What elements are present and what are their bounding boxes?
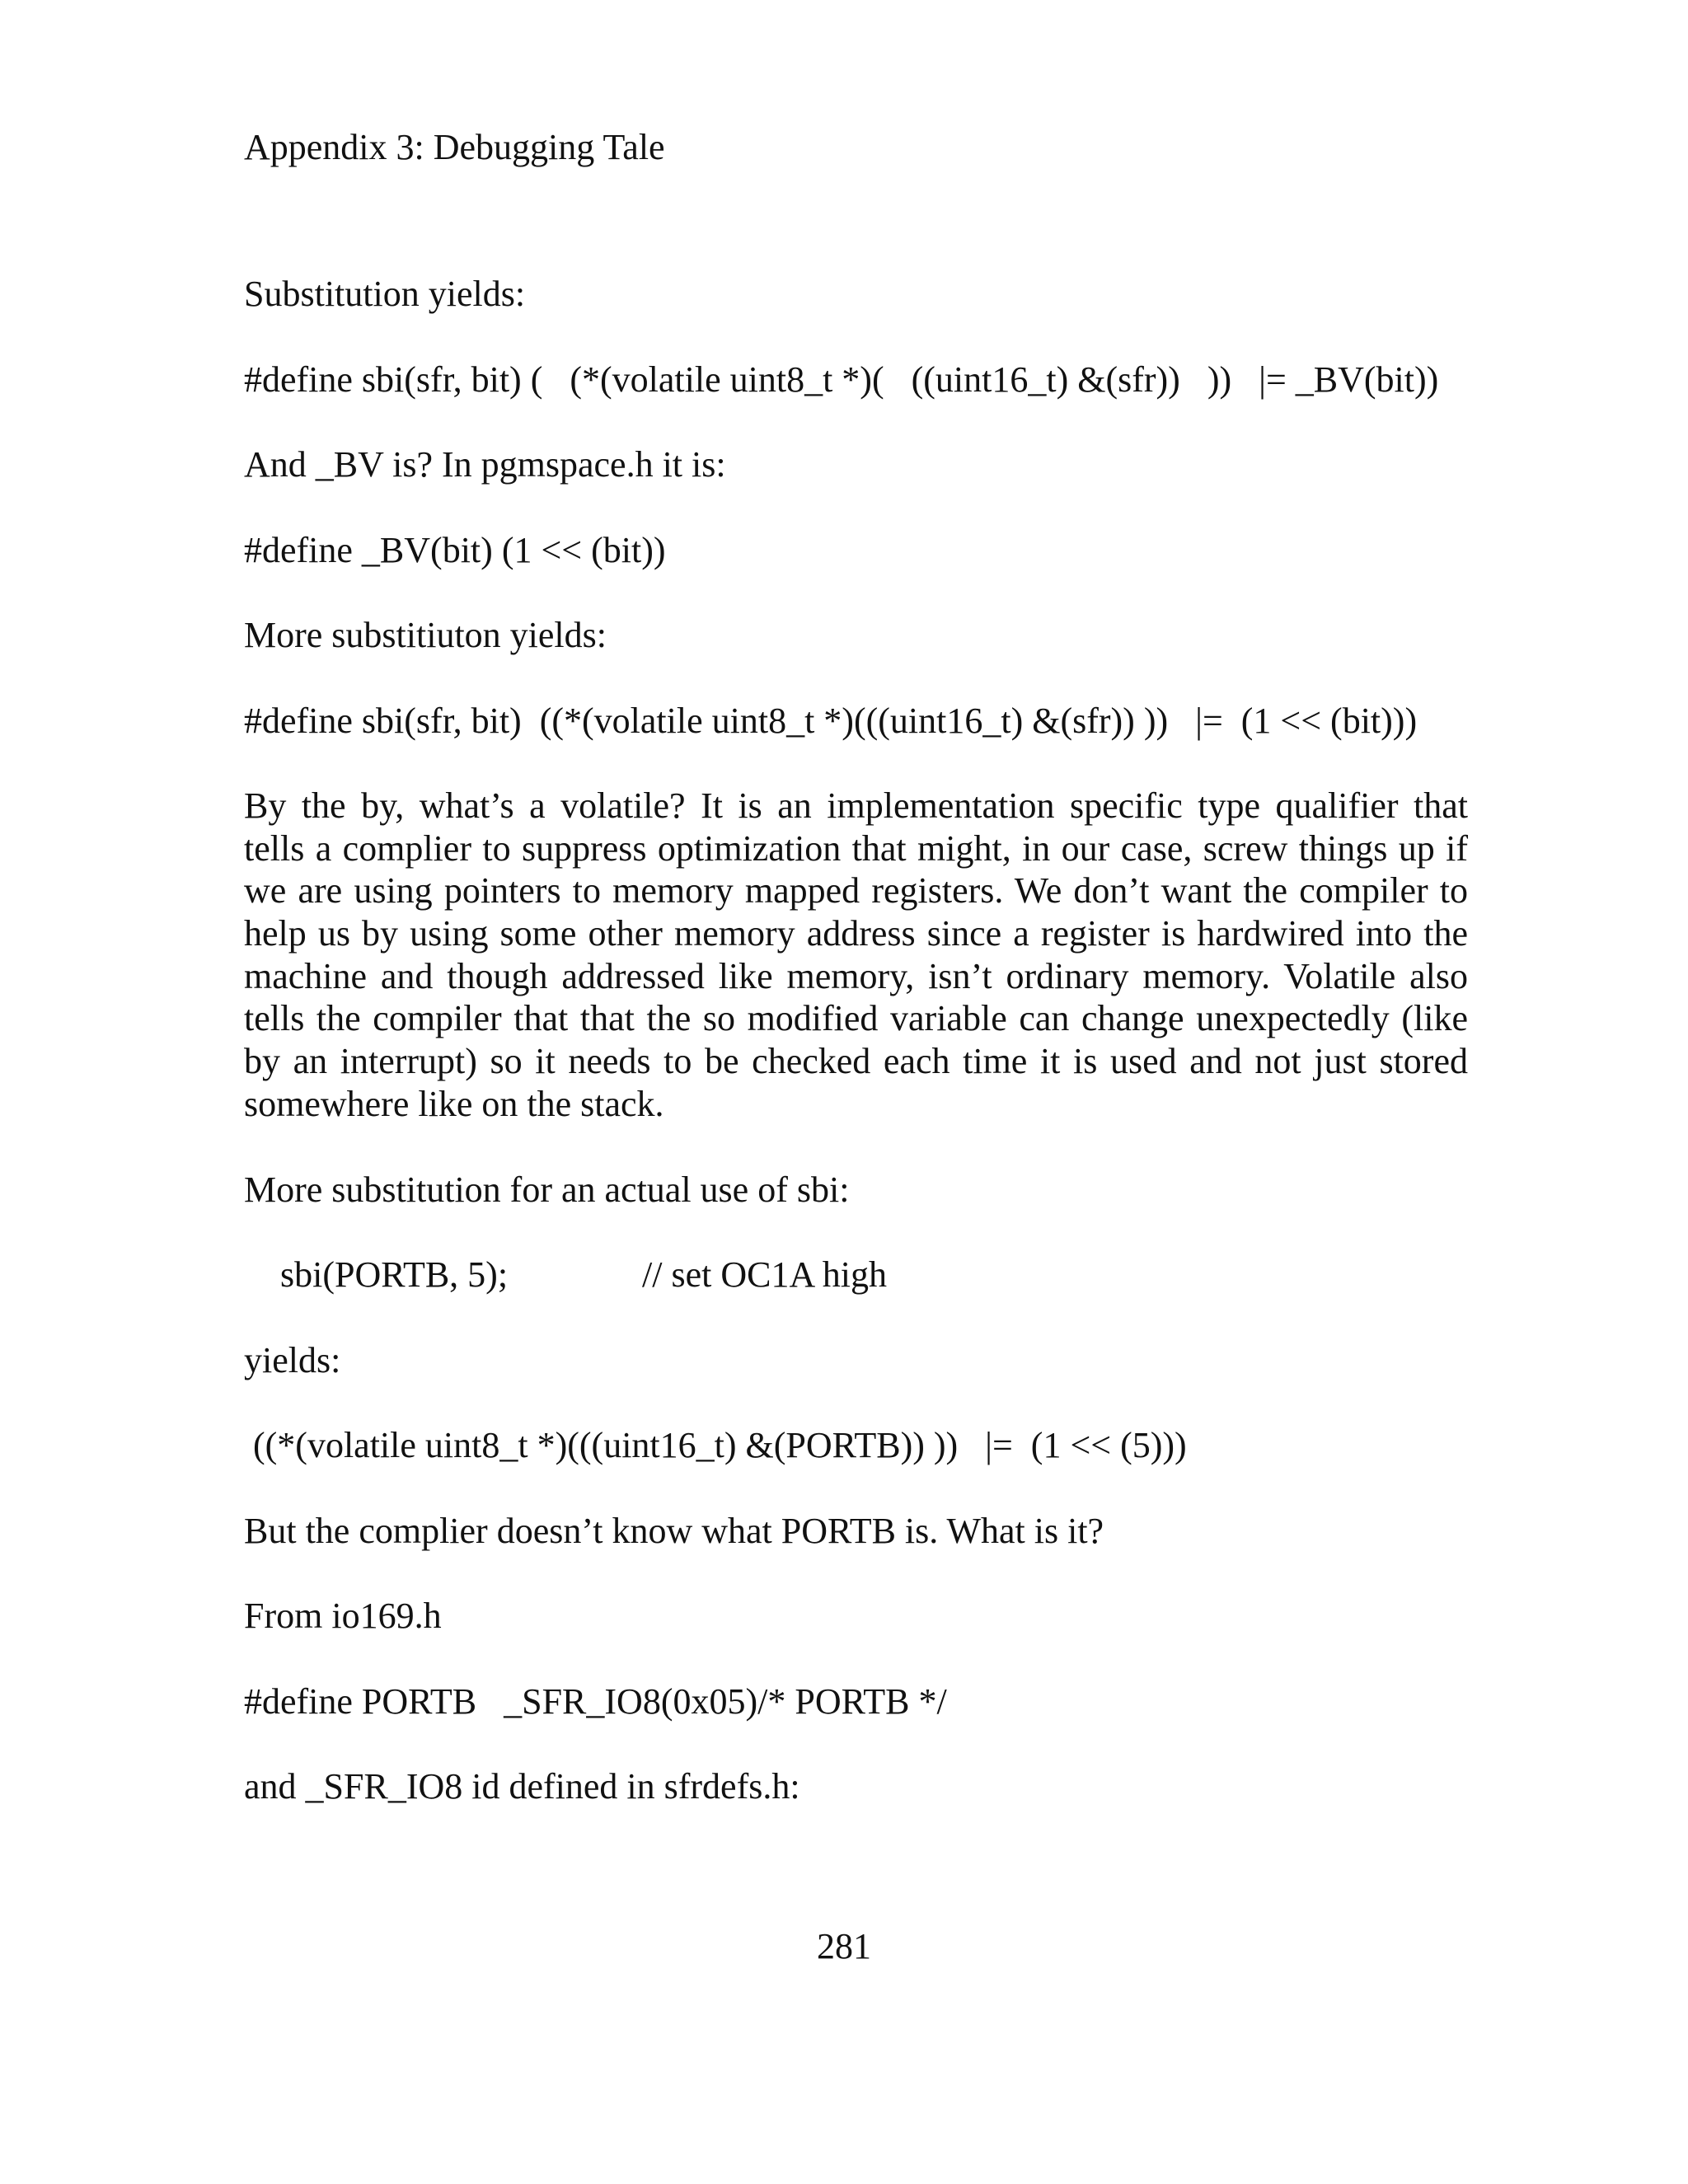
text-line: And _BV is? In pgmspace.h it is: (244, 444, 726, 485)
paragraph-line: help us by using some other memory address since a register is hardwired into the (244, 913, 1468, 954)
code-comment: // set OC1A high (642, 1254, 888, 1295)
text-line: But the complier doesn’t know what PORTB is. What is it? (244, 1511, 1104, 1551)
code-line: ((*(volatile uint8_t *)(((uint16_t) &(PORTB)) )) |= (1 << (5))) (244, 1425, 1187, 1465)
code-line: #define _BV(bit) (1 << (bit)) (244, 530, 666, 570)
text-line: Substitution yields: (244, 274, 526, 314)
text-line: From io169.h (244, 1596, 442, 1636)
text-line: and _SFR_IO8 id defined in sfrdefs.h: (244, 1766, 800, 1807)
paragraph-line: machine and though addressed like memory, isn’t ordinary memory. Volatile also (244, 955, 1468, 996)
text-line: yields: (244, 1340, 341, 1380)
volatile-paragraph (244, 785, 1468, 1126)
page-number: 281 (817, 1926, 871, 1966)
code-call: sbi(PORTB, 5); (280, 1254, 509, 1295)
paragraph-line: By the by, what’s a volatile? It is an implementation specific type qualifier that (244, 785, 1468, 826)
code-line: #define sbi(sfr, bit) ((*(volatile uint8_t *)(((uint16_t) &(sfr)) )) |= (1 << (bit))) (244, 701, 1418, 741)
paragraph-line: by an interrupt) so it needs to be checked each time it is used and not just stored (244, 1041, 1468, 1082)
code-line: #define PORTB _SFR_IO8(0x05)/* PORTB */ (244, 1681, 947, 1722)
code-line: #define sbi(sfr, bit) ( (*(volatile uint8_t *)( ((uint16_t) &(sfr)) )) |= _BV(bit)) (244, 359, 1439, 400)
paragraph-line: somewhere like on the stack. (244, 1083, 664, 1124)
text-line: More substitiuton yields: (244, 615, 607, 655)
text-line: More substitution for an actual use of sbi: (244, 1169, 850, 1210)
paragraph-line: we are using pointers to memory mapped registers. We don’t want the compiler to (244, 870, 1468, 912)
paragraph-line: tells a complier to suppress optimization that might, in our case, screw things up if (244, 827, 1468, 869)
paragraph-line: tells the compiler that that the so modified variable can change unexpectedly (like (244, 998, 1468, 1039)
page-title: Appendix 3: Debugging Tale (244, 127, 665, 167)
